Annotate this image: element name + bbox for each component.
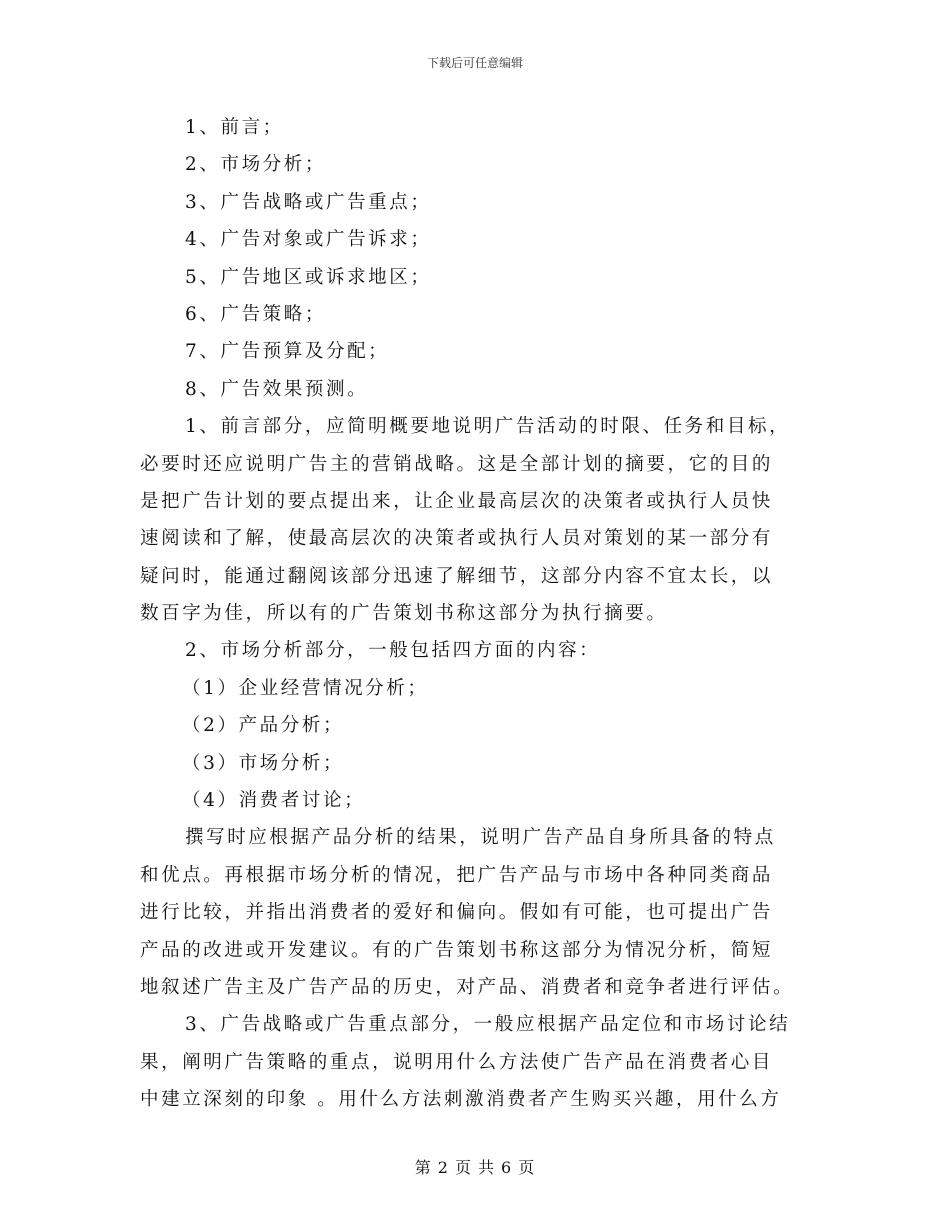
page-header-note: 下载后可任意编辑	[426, 56, 523, 70]
footer-middle: 页 共	[454, 1158, 496, 1177]
list-item: 4、广告对象或广告诉求；	[185, 229, 432, 251]
paragraph-line: 速阅读和了解，使最高层次的决策者或执行人员对策划的某一部分有	[140, 528, 774, 550]
list-item: 8、广告效果预测。	[185, 378, 369, 400]
sub-list-item: （4）消费者讨论；	[182, 790, 366, 812]
page-footer	[0, 1155, 950, 1178]
paragraph-line: 进行比较，并指出消费者的爱好和偏向。假如有可能，也可提出广告	[140, 902, 774, 924]
outline-list	[140, 109, 804, 408]
paragraph-line: 3、广告战略或广告重点部分，一般应根据产品定位和市场讨论结	[185, 1014, 791, 1036]
paragraph-line: 果，阐明广告策略的重点，说明用什么方法使广告产品在消费者心目	[140, 1051, 774, 1073]
paragraph-market-analysis	[140, 632, 804, 819]
list-item: 7、广告预算及分配；	[185, 341, 390, 363]
paragraph-line: 中建立深刻的印象 。用什么方法刺激消费者产生购买兴趣，用什么方	[140, 1089, 782, 1111]
list-item: 1、前言；	[185, 117, 284, 138]
paragraph-line: 和优点。再根据市场分析的情况，把广告产品与市场中各种同类商品	[140, 864, 774, 886]
sub-list-item: （1）企业经营情况分析；	[182, 677, 429, 699]
paragraph-preface	[140, 408, 804, 632]
paragraph-line: 数百字为佳，所以有的广告策划书称这部分为执行摘要。	[140, 603, 668, 625]
paragraph-line: 疑问时，能通过翻阅该部分迅速了解细节，这部分内容不宜太长，以	[140, 565, 774, 587]
paragraph-line: 产品的改进或开发建议。有的广告策划书称这部分为情况分析，简短	[140, 939, 774, 961]
list-item: 5、广告地区或诉求地区；	[185, 266, 432, 288]
paragraph-line: 撰写时应根据产品分析的结果，说明广告产品自身所具备的特点	[185, 827, 776, 849]
footer-suffix: 页	[518, 1158, 536, 1177]
paragraph-line: 必要时还应说明广告主的营销战略。这是全部计划的摘要，它的目的	[140, 453, 774, 475]
document-body	[140, 109, 804, 1119]
list-item: 2、市场分析；	[185, 154, 326, 176]
total-page-count: 6	[501, 1158, 513, 1177]
list-item: 3、广告战略或广告重点；	[185, 191, 432, 213]
sub-list-item: （2）产品分析；	[182, 715, 345, 737]
paragraph-line: 地叙述广告主及广告产品的历史，对产品、消费者和竞争者进行评估。	[140, 976, 795, 998]
sub-list-item: （3）市场分析；	[182, 752, 345, 774]
paragraph-ad-strategy	[140, 1006, 804, 1118]
current-page-number: 2	[437, 1158, 449, 1177]
list-item: 6、广告策略；	[185, 303, 326, 325]
paragraph-line: 2、市场分析部分，一般包括四方面的内容：	[185, 640, 601, 662]
footer-prefix: 第	[414, 1158, 432, 1177]
paragraph-writing-notes	[140, 819, 804, 1006]
paragraph-line: 是把广告计划的要点提出来，让企业最高层次的决策者或执行人员快	[140, 490, 774, 512]
paragraph-line: 1、前言部分，应简明概要地说明广告活动的时限、任务和目标，	[185, 416, 791, 438]
